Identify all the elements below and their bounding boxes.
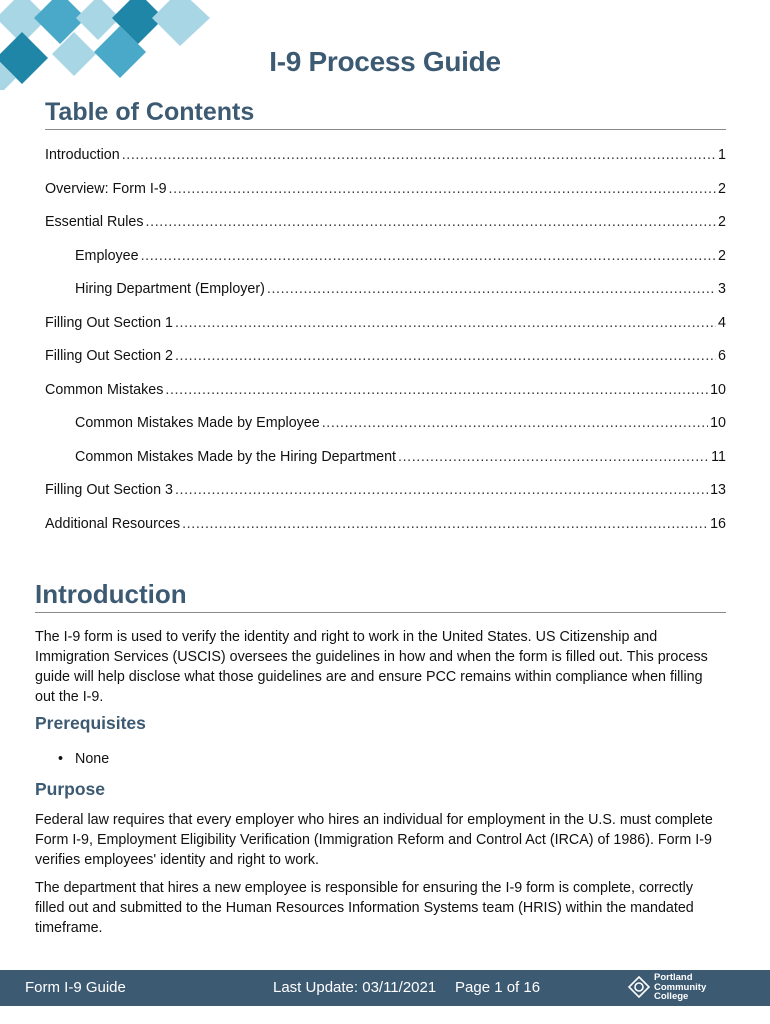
toc-entry[interactable] — [45, 144, 726, 178]
toc-entry-label: Introduction — [45, 147, 120, 163]
purpose-heading: Purpose — [35, 779, 106, 799]
toc-entry[interactable] — [45, 345, 726, 379]
toc-entry-label: Filling Out Section 1 — [45, 314, 173, 331]
toc-leader-dots — [146, 212, 717, 232]
toc-entry-label: Employee — [75, 247, 139, 264]
footer-guide-name: Form I-9 Guide — [25, 979, 126, 996]
toc-leader-dots — [175, 313, 716, 333]
pcc-logo — [628, 973, 706, 1002]
toc-entry-label: Hiring Department (Employer) — [75, 281, 265, 297]
logo-line-1: Portland — [654, 972, 693, 983]
toc-entry-page: 13 — [710, 482, 726, 498]
introduction-heading: Introduction — [35, 578, 726, 613]
toc-entry[interactable] — [45, 312, 726, 346]
toc-entry-label: Filling Out Section 2 — [45, 348, 173, 364]
toc-entry[interactable] — [45, 178, 726, 212]
toc-leader-dots — [175, 480, 708, 500]
footer-last-update: Last Update: 03/11/2021 — [273, 979, 437, 996]
toc-leader-dots — [169, 179, 717, 199]
toc-entry[interactable] — [45, 412, 726, 446]
toc-entry-page: 2 — [718, 247, 726, 264]
toc-leader-dots — [398, 447, 709, 467]
toc-entry[interactable] — [45, 479, 726, 513]
table-of-contents — [45, 144, 726, 546]
toc-entry-label: Additional Resources — [45, 515, 181, 532]
toc-leader-dots — [165, 380, 708, 400]
toc-leader-dots — [267, 279, 716, 299]
toc-entry[interactable] — [45, 211, 726, 245]
toc-entry-page: 2 — [718, 214, 726, 230]
toc-entry-page: 1 — [718, 147, 726, 163]
list-item — [58, 749, 109, 769]
toc-leader-dots — [182, 514, 708, 534]
page-footer — [0, 970, 770, 1006]
bullet-icon: • — [58, 751, 64, 767]
introduction-paragraph: The I-9 form is used to verify the identity and right to work in the United States. US Citizenship and Immigration Services (USCIS) oversees the guidelines in how and when the form is filled out. This process guide will help disclose what those guidelines are and ensure PCC remains within compliance when filling out the I-9. — [35, 629, 708, 705]
toc-leader-dots — [322, 413, 708, 433]
toc-entry-label: Overview: Form I-9 — [45, 180, 167, 197]
toc-entry[interactable] — [45, 446, 726, 480]
prerequisite-item: None — [75, 751, 110, 767]
toc-leader-dots — [122, 145, 716, 165]
toc-entry-page: 16 — [710, 515, 726, 532]
pcc-logo-icon — [628, 976, 650, 998]
toc-entry-page: 4 — [718, 314, 726, 331]
toc-entry-page: 10 — [710, 381, 726, 398]
toc-entry-page: 2 — [718, 180, 726, 197]
toc-entry-label: Common Mistakes Made by Employee — [75, 415, 320, 431]
logo-line-2: Community — [654, 981, 707, 993]
document-title: I-9 Process Guide — [269, 46, 501, 77]
toc-entry[interactable] — [45, 278, 726, 312]
toc-entry-page: 3 — [718, 281, 726, 297]
toc-entry[interactable] — [45, 379, 726, 413]
toc-entry-label: Common Mistakes — [45, 381, 164, 398]
footer-page-number: Page 1 of 16 — [455, 979, 541, 996]
toc-entry-page: 6 — [718, 348, 726, 364]
prerequisites-heading: Prerequisites — [35, 713, 146, 733]
toc-leader-dots — [175, 346, 716, 366]
toc-entry-label: Essential Rules — [45, 214, 144, 230]
toc-entry-page: 11 — [711, 448, 726, 465]
toc-entry-page: 10 — [710, 415, 726, 431]
toc-entry-label: Common Mistakes Made by the Hiring Department — [75, 448, 397, 465]
toc-entry-label: Filling Out Section 3 — [45, 482, 173, 498]
toc-heading: Table of Contents — [45, 97, 726, 130]
toc-leader-dots — [141, 246, 716, 266]
logo-line-3: College — [654, 991, 689, 1002]
toc-entry[interactable] — [45, 245, 726, 279]
purpose-paragraph-2: The department that hires a new employee is responsible for ensuring the I-9 form is complete, correctly filled out and submitted to the Human Resources Information Systems team (HRIS) within the mandated timeframe. — [35, 880, 694, 936]
toc-entry[interactable] — [45, 513, 726, 547]
purpose-paragraph-1: Federal law requires that every employer who hires an individual for employment in the U.S. must complete Form I-9, Employment Eligibility Verification (Immigration Reform and Control Act (IRCA) of 1986). Form I-9 verifies employees' identity and right to work. — [35, 812, 713, 868]
